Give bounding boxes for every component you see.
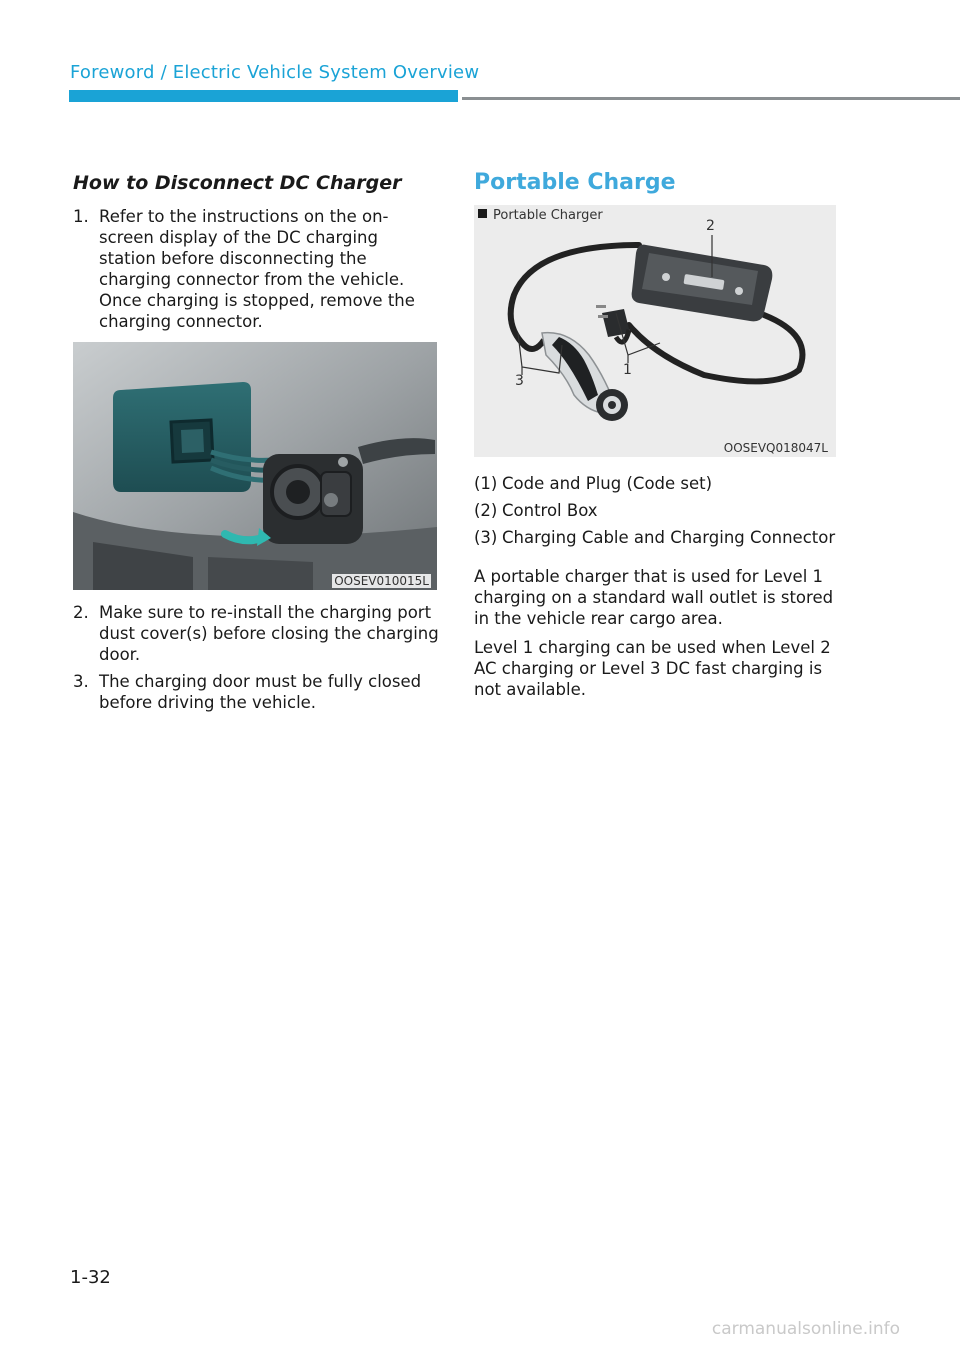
section-heading-dc: How to Disconnect DC Charger [73,172,402,194]
caption-list [474,473,836,548]
step-number: 1. [73,207,89,226]
right-column [474,170,836,708]
caption-text: Control Box [502,501,598,520]
caption-text: Code and Plug (Code set) [502,474,713,493]
callout-3: 3 [515,373,524,389]
figure-label-text: Portable Charger [493,208,603,223]
steps-list-b [73,602,439,713]
steps-list-a [73,206,439,332]
paragraph: Level 1 charging can be used when Level 2 AC charging or Level 3 DC fast charging is not available. [474,638,831,699]
list-item [474,500,836,521]
caption-number: (1) [474,474,498,493]
list-item [73,206,439,332]
header-rule-gray [462,97,960,100]
callout-2: 2 [706,218,715,234]
list-item [474,473,836,494]
figure-code: OOSEVQ018047L [723,441,828,455]
caption-number: (2) [474,501,498,520]
portable-charger-illustration [474,205,836,457]
header-title: Foreword / Electric Vehicle System Overview [70,62,480,83]
step-text: The charging door must be fully closed before driving the vehicle. [99,672,422,712]
caption-text: Charging Cable and Charging Connector [502,528,836,547]
watermark: carmanualsonline.info [711,1319,900,1339]
step-number: 2. [73,603,89,622]
step-number: 3. [73,672,89,691]
header-rule-blue [69,90,458,102]
figure-code: OOSEV010015L [334,574,429,588]
section-heading-portable: Portable Charge [474,170,676,195]
portable-charger-figure [474,205,836,457]
list-item [474,527,836,548]
left-column [73,172,439,719]
car-charging-port-illustration [73,342,437,590]
list-item [73,671,439,713]
caption-number: (3) [474,528,498,547]
paragraph: A portable charger that is used for Level 1 charging on a standard wall outlet is stored in the vehicle rear cargo area. [474,567,834,628]
dc-charger-figure [73,342,437,590]
step-text: Make sure to re-install the charging port dust cover(s) before closing the charging door. [99,603,439,664]
page-number: 1-32 [70,1267,111,1288]
list-item [73,602,439,665]
callout-1: 1 [623,362,632,378]
step-text: Refer to the instructions on the on-screen display of the DC charging station before disconnecting the charging connector from the vehicle. Once charging is stopped, remove the charging connector. [99,207,415,331]
